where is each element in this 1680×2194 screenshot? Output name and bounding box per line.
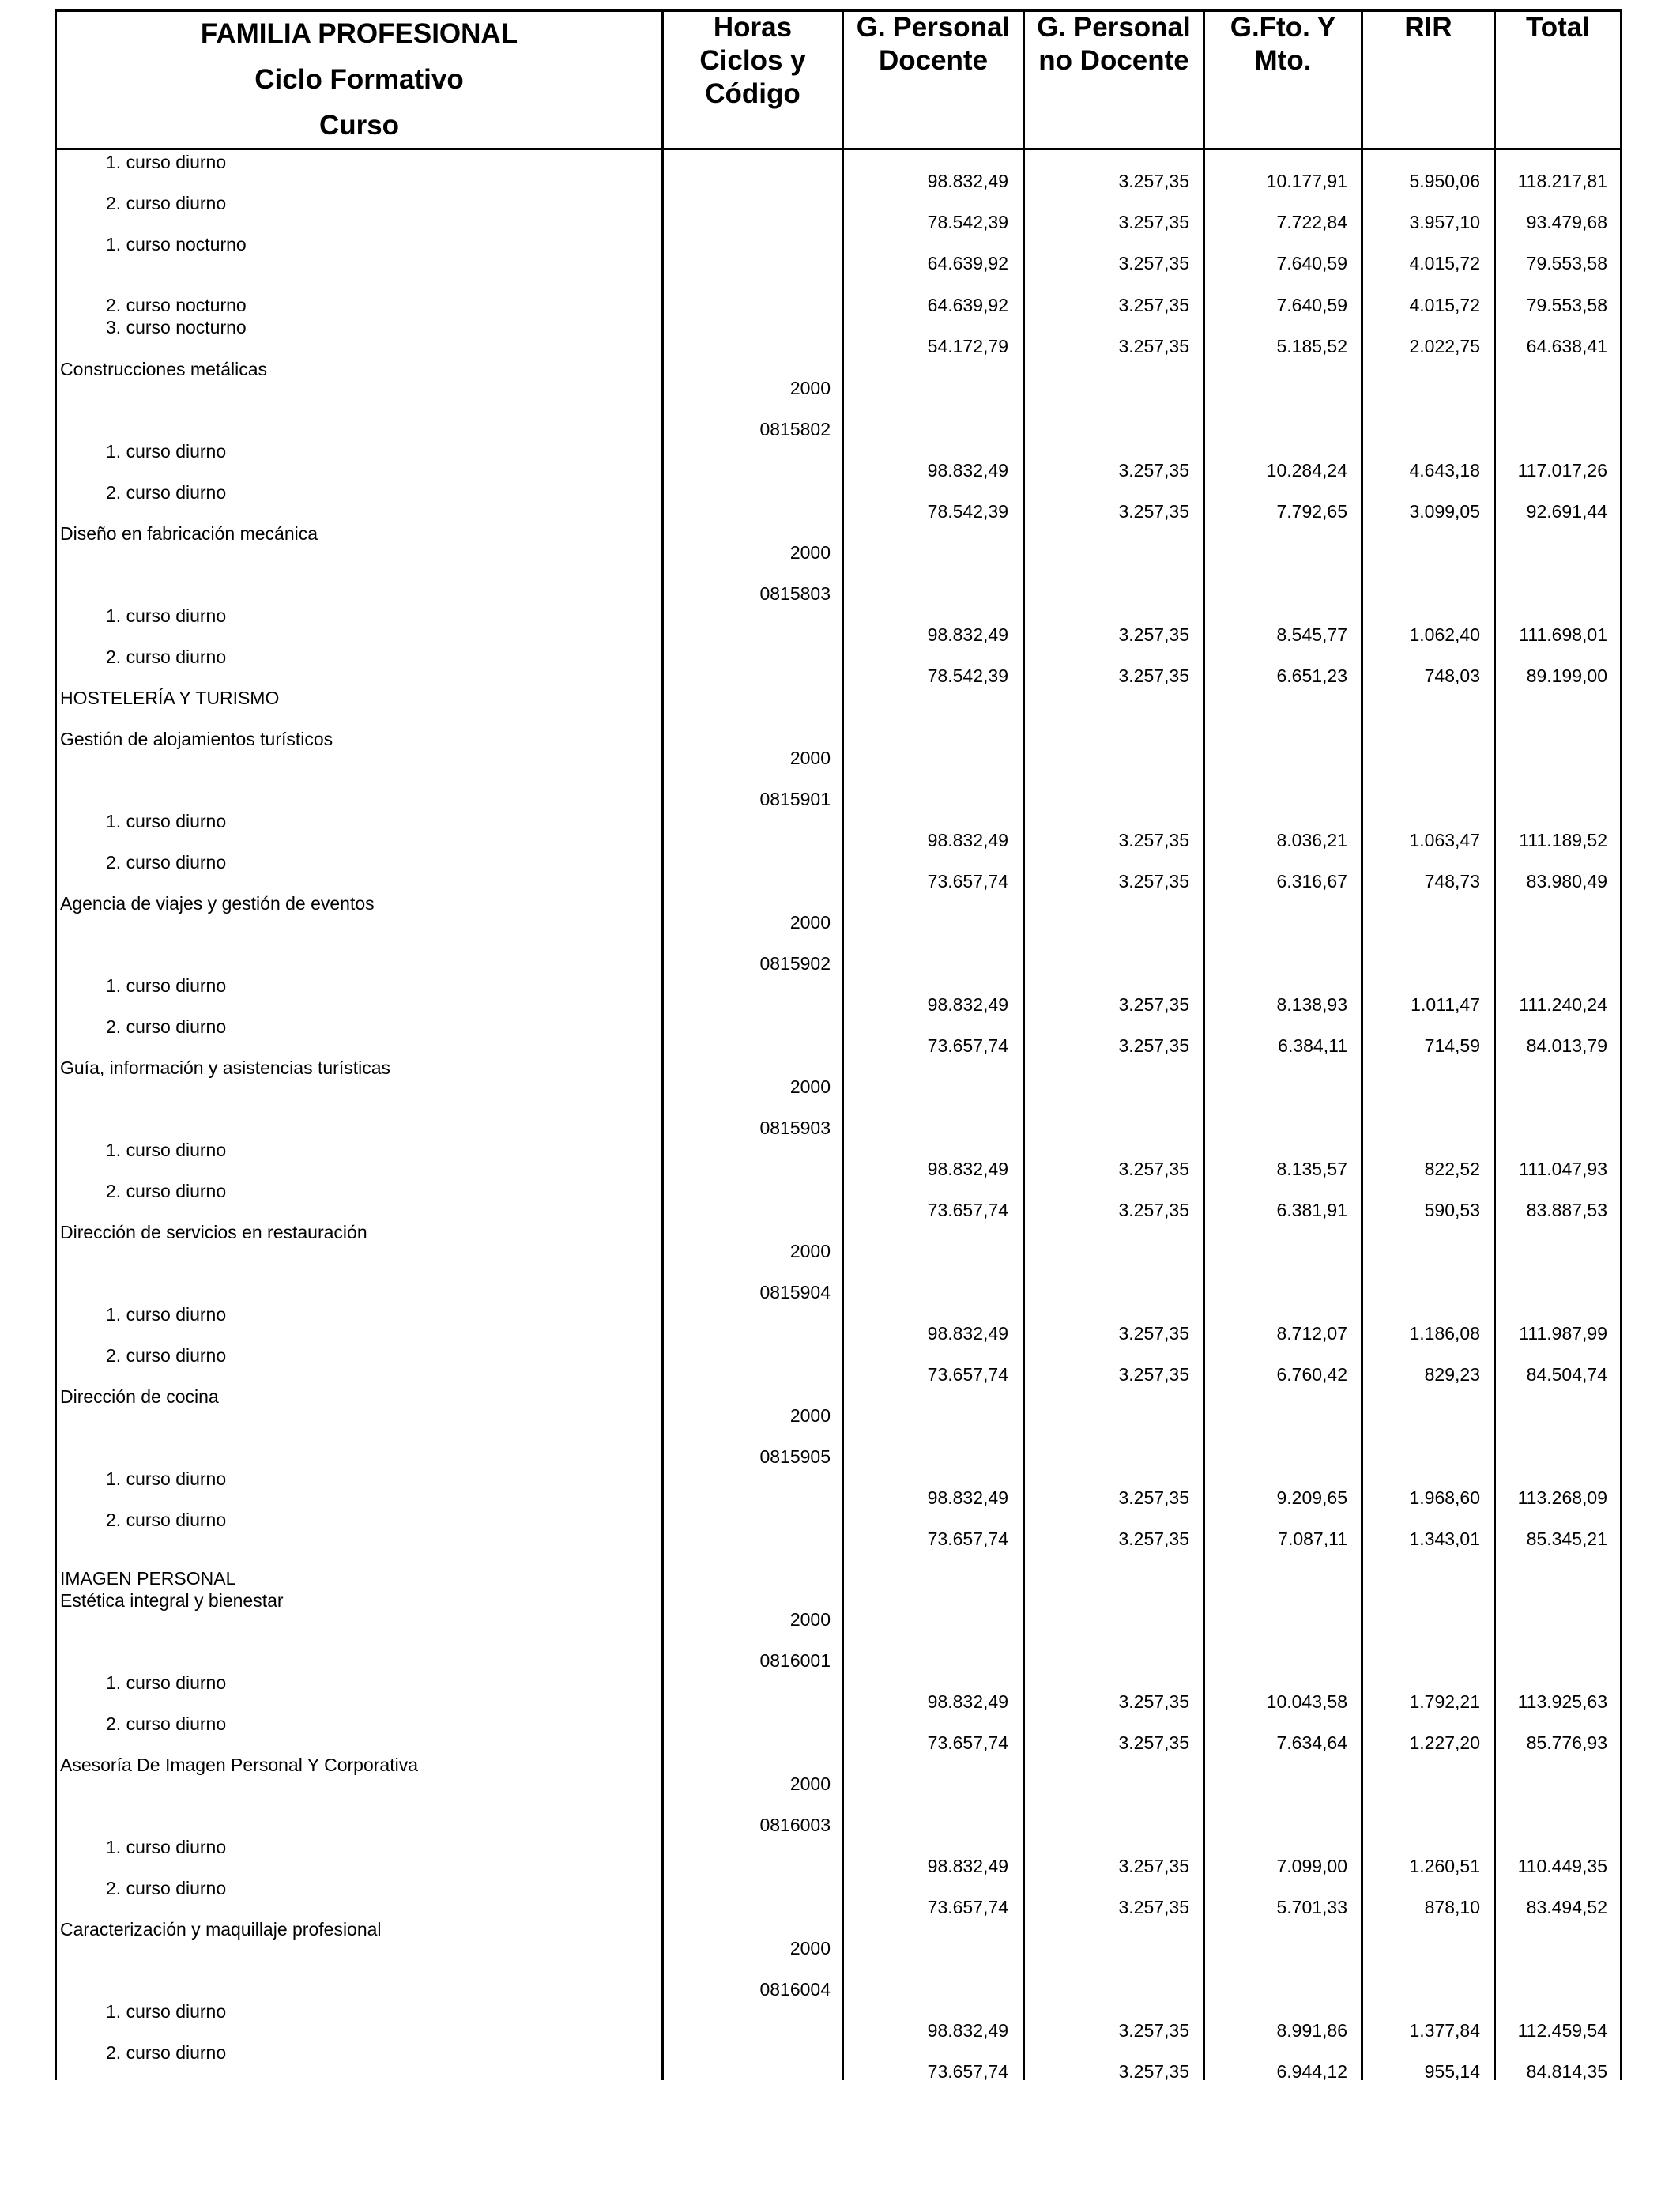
rir-value: 829,23 xyxy=(1424,1364,1480,1385)
header-line: RIR xyxy=(1404,12,1452,43)
personal-no-docente-value: 3.257,35 xyxy=(1118,336,1189,356)
personal-docente-value: 73.657,74 xyxy=(927,1200,1008,1220)
horas-value: 2000 xyxy=(789,542,831,563)
funcionamiento-value: 6.760,42 xyxy=(1276,1364,1347,1385)
funcionamiento-value: 7.087,11 xyxy=(1278,1529,1347,1549)
header-line: G.Fto. Y xyxy=(1230,12,1336,43)
curso-label: 2. curso diurno xyxy=(106,1713,227,1734)
familia-profesional-label: HOSTELERÍA Y TURISMO xyxy=(60,688,280,708)
personal-docente-value: 73.657,74 xyxy=(927,1364,1008,1385)
rir-value: 4.643,18 xyxy=(1409,460,1480,481)
personal-no-docente-value: 3.257,35 xyxy=(1118,501,1189,522)
header-line: Curso xyxy=(318,110,400,141)
rir-value: 955,14 xyxy=(1424,2061,1480,2082)
funcionamiento-value: 10.043,58 xyxy=(1266,1691,1347,1712)
total-value: 79.553,58 xyxy=(1526,253,1607,273)
personal-docente-value: 78.542,39 xyxy=(927,665,1008,686)
total-value: 85.345,21 xyxy=(1526,1529,1607,1549)
horas-value: 2000 xyxy=(789,912,831,933)
codigo-value: 0816001 xyxy=(759,1650,831,1671)
rir-value: 5.950,06 xyxy=(1409,171,1480,191)
curso-label: 1. curso diurno xyxy=(106,1468,227,1489)
curso-label: 1. curso diurno xyxy=(106,152,227,172)
total-value: 84.814,35 xyxy=(1526,2061,1607,2082)
personal-docente-value: 98.832,49 xyxy=(927,994,1008,1015)
funcionamiento-value: 6.381,91 xyxy=(1276,1200,1347,1220)
codigo-value: 0815802 xyxy=(759,419,831,439)
header-total xyxy=(1496,11,1620,44)
personal-no-docente-value: 3.257,35 xyxy=(1118,253,1189,273)
rir-value: 878,10 xyxy=(1424,1897,1480,1917)
funcionamiento-value: 5.701,33 xyxy=(1276,1897,1347,1917)
funcionamiento-value: 7.099,00 xyxy=(1276,1856,1347,1876)
personal-no-docente-value: 3.257,35 xyxy=(1118,871,1189,892)
horas-value: 2000 xyxy=(789,1609,831,1630)
header-line: no Docente xyxy=(1038,45,1189,76)
codigo-value: 0815903 xyxy=(759,1118,831,1138)
funcionamiento-value: 6.384,11 xyxy=(1278,1035,1347,1056)
header-personal-docente xyxy=(844,11,1023,77)
rir-value: 3.957,10 xyxy=(1409,212,1480,232)
ciclo-formativo-label: Agencia de viajes y gestión de eventos xyxy=(60,893,375,914)
ciclo-formativo-label: Estética integral y bienestar xyxy=(60,1590,284,1611)
personal-no-docente-value: 3.257,35 xyxy=(1118,2061,1189,2082)
header-line: Ciclos y xyxy=(699,45,806,76)
funcionamiento-value: 8.138,93 xyxy=(1276,994,1347,1015)
curso-label: 2. curso diurno xyxy=(106,482,227,503)
personal-docente-value: 98.832,49 xyxy=(927,1691,1008,1712)
funcionamiento-value: 5.185,52 xyxy=(1276,336,1347,356)
personal-no-docente-value: 3.257,35 xyxy=(1118,1856,1189,1876)
rir-value: 1.792,21 xyxy=(1409,1691,1480,1712)
personal-docente-value: 73.657,74 xyxy=(927,2061,1008,2082)
horas-value: 2000 xyxy=(789,1938,831,1958)
personal-no-docente-value: 3.257,35 xyxy=(1118,1159,1189,1179)
personal-no-docente-value: 3.257,35 xyxy=(1118,830,1189,850)
ciclo-formativo-label: Guía, información y asistencias turísticas xyxy=(60,1057,390,1078)
personal-no-docente-value: 3.257,35 xyxy=(1118,1487,1189,1508)
funcionamiento-value: 6.651,23 xyxy=(1276,665,1347,686)
funcionamiento-value: 6.316,67 xyxy=(1276,871,1347,892)
personal-docente-value: 78.542,39 xyxy=(927,501,1008,522)
curso-label: 1. curso diurno xyxy=(106,605,227,626)
funcionamiento-value: 8.545,77 xyxy=(1276,624,1347,645)
total-value: 84.013,79 xyxy=(1526,1035,1607,1056)
rir-value: 1.186,08 xyxy=(1409,1323,1480,1344)
personal-docente-value: 73.657,74 xyxy=(927,1897,1008,1917)
ciclo-formativo-label: Asesoría De Imagen Personal Y Corporativa xyxy=(60,1755,419,1775)
total-value: 89.199,00 xyxy=(1526,665,1607,686)
curso-label: 1. curso diurno xyxy=(106,1304,227,1325)
codigo-value: 0816004 xyxy=(759,1979,831,2000)
curso-label: 1. curso nocturno xyxy=(106,234,247,254)
curso-label: 1. curso diurno xyxy=(106,441,227,462)
table-border-right xyxy=(1620,9,1622,2080)
rir-value: 1.063,47 xyxy=(1409,830,1480,850)
header-rir xyxy=(1363,11,1494,44)
curso-label: 1. curso diurno xyxy=(106,1140,227,1160)
personal-docente-value: 54.172,79 xyxy=(927,336,1008,356)
curso-label: 2. curso diurno xyxy=(106,1181,227,1201)
header-line: Código xyxy=(705,78,800,109)
column-divider xyxy=(661,9,664,2080)
curso-label: 3. curso nocturno xyxy=(106,317,247,337)
rir-value: 1.227,20 xyxy=(1409,1732,1480,1753)
personal-no-docente-value: 3.257,35 xyxy=(1118,1529,1189,1549)
total-value: 85.776,93 xyxy=(1526,1732,1607,1753)
total-value: 92.691,44 xyxy=(1526,501,1607,522)
table-border-left xyxy=(55,9,57,2080)
rir-value: 4.015,72 xyxy=(1409,253,1480,273)
funcionamiento-value: 7.722,84 xyxy=(1276,212,1347,232)
personal-no-docente-value: 3.257,35 xyxy=(1118,994,1189,1015)
total-value: 83.887,53 xyxy=(1526,1200,1607,1220)
header-line: Horas xyxy=(713,12,793,43)
funcionamiento-value: 7.792,65 xyxy=(1276,501,1347,522)
horas-value: 2000 xyxy=(789,1405,831,1426)
rir-value: 1.968,60 xyxy=(1409,1487,1480,1508)
header-line: G. Personal xyxy=(856,12,1011,43)
personal-docente-value: 98.832,49 xyxy=(927,1856,1008,1876)
funcionamiento-value: 6.944,12 xyxy=(1276,2061,1347,2082)
funcionamiento-value: 8.712,07 xyxy=(1276,1323,1347,1344)
personal-docente-value: 64.639,92 xyxy=(927,295,1008,315)
total-value: 111.240,24 xyxy=(1519,994,1607,1015)
codigo-value: 0815902 xyxy=(759,953,831,974)
total-value: 111.987,99 xyxy=(1519,1323,1607,1344)
rir-value: 1.377,84 xyxy=(1409,2020,1480,2041)
personal-docente-value: 98.832,49 xyxy=(927,1159,1008,1179)
curso-label: 1. curso diurno xyxy=(106,811,227,831)
rir-value: 748,73 xyxy=(1424,871,1480,892)
horas-value: 2000 xyxy=(789,1241,831,1261)
personal-docente-value: 98.832,49 xyxy=(927,2020,1008,2041)
rir-value: 1.343,01 xyxy=(1409,1529,1480,1549)
codigo-value: 0816003 xyxy=(759,1815,831,1835)
personal-no-docente-value: 3.257,35 xyxy=(1118,1732,1189,1753)
personal-docente-value: 73.657,74 xyxy=(927,1529,1008,1549)
total-value: 110.449,35 xyxy=(1517,1856,1607,1876)
ciclo-formativo-label: Gestión de alojamientos turísticos xyxy=(60,729,333,749)
total-value: 118.217,81 xyxy=(1517,171,1607,191)
codigo-value: 0815904 xyxy=(759,1282,831,1302)
horas-value: 2000 xyxy=(789,748,831,768)
header-funcionamiento xyxy=(1205,11,1361,77)
personal-docente-value: 64.639,92 xyxy=(927,253,1008,273)
funcionamiento-value: 9.209,65 xyxy=(1276,1487,1347,1508)
rir-value: 4.015,72 xyxy=(1409,295,1480,315)
horas-value: 2000 xyxy=(789,1774,831,1794)
total-value: 83.980,49 xyxy=(1526,871,1607,892)
funcionamiento-value: 10.284,24 xyxy=(1266,460,1347,481)
personal-docente-value: 73.657,74 xyxy=(927,871,1008,892)
personal-no-docente-value: 3.257,35 xyxy=(1118,2020,1189,2041)
total-value: 111.047,93 xyxy=(1519,1159,1607,1179)
rir-value: 1.011,47 xyxy=(1411,994,1480,1015)
header-familia-profesional xyxy=(57,11,661,149)
funcionamiento-value: 8.135,57 xyxy=(1276,1159,1347,1179)
codigo-value: 0815905 xyxy=(759,1446,831,1467)
ciclo-formativo-label: Diseño en fabricación mecánica xyxy=(60,523,318,544)
rir-value: 822,52 xyxy=(1424,1159,1480,1179)
funcionamiento-value: 8.991,86 xyxy=(1276,2020,1347,2041)
curso-label: 2. curso diurno xyxy=(106,852,227,873)
curso-label: 1. curso diurno xyxy=(106,1672,227,1693)
curso-label: 1. curso diurno xyxy=(106,1837,227,1857)
curso-label: 2. curso diurno xyxy=(106,1878,227,1898)
personal-no-docente-value: 3.257,35 xyxy=(1118,665,1189,686)
funcionamiento-value: 8.036,21 xyxy=(1276,830,1347,850)
rir-value: 748,03 xyxy=(1424,665,1480,686)
header-horas xyxy=(664,11,842,111)
horas-value: 2000 xyxy=(789,1076,831,1097)
rir-value: 2.022,75 xyxy=(1409,336,1480,356)
personal-docente-value: 73.657,74 xyxy=(927,1035,1008,1056)
rir-value: 590,53 xyxy=(1424,1200,1480,1220)
funcionamiento-value: 10.177,91 xyxy=(1266,171,1347,191)
total-value: 84.504,74 xyxy=(1526,1364,1607,1385)
total-value: 64.638,41 xyxy=(1526,336,1607,356)
curso-label: 2. curso diurno xyxy=(106,1510,227,1530)
curso-label: 1. curso diurno xyxy=(106,975,227,996)
personal-docente-value: 98.832,49 xyxy=(927,1487,1008,1508)
personal-docente-value: 98.832,49 xyxy=(927,460,1008,481)
curso-label: 2. curso diurno xyxy=(106,647,227,667)
funcionamiento-value: 7.640,59 xyxy=(1276,253,1347,273)
personal-no-docente-value: 3.257,35 xyxy=(1118,460,1189,481)
personal-no-docente-value: 3.257,35 xyxy=(1118,1691,1189,1712)
curso-label: 2. curso diurno xyxy=(106,1016,227,1037)
personal-no-docente-value: 3.257,35 xyxy=(1118,295,1189,315)
personal-docente-value: 98.832,49 xyxy=(927,830,1008,850)
codigo-value: 0815901 xyxy=(759,789,831,809)
curso-label: 1. curso diurno xyxy=(106,2001,227,2022)
personal-no-docente-value: 3.257,35 xyxy=(1118,624,1189,645)
personal-docente-value: 98.832,49 xyxy=(927,1323,1008,1344)
header-line: FAMILIA PROFESIONAL xyxy=(200,18,518,49)
rir-value: 1.062,40 xyxy=(1409,624,1480,645)
total-value: 112.459,54 xyxy=(1517,2020,1607,2041)
personal-no-docente-value: 3.257,35 xyxy=(1118,212,1189,232)
total-value: 111.698,01 xyxy=(1519,624,1607,645)
header-line: Mto. xyxy=(1254,45,1312,76)
personal-docente-value: 98.832,49 xyxy=(927,171,1008,191)
ciclo-formativo-label: Construcciones metálicas xyxy=(60,359,268,379)
personal-docente-value: 73.657,74 xyxy=(927,1732,1008,1753)
total-value: 113.268,09 xyxy=(1517,1487,1607,1508)
curso-label: 2. curso diurno xyxy=(106,1345,227,1366)
header-line: Docente xyxy=(878,45,989,76)
ciclo-formativo-label: Dirección de cocina xyxy=(60,1386,219,1407)
codigo-value: 0815803 xyxy=(759,583,831,604)
curso-label: 2. curso diurno xyxy=(106,2042,227,2063)
curso-label: 2. curso diurno xyxy=(106,193,227,213)
rir-value: 3.099,05 xyxy=(1409,501,1480,522)
personal-no-docente-value: 3.257,35 xyxy=(1118,1364,1189,1385)
funcionamiento-value: 7.640,59 xyxy=(1276,295,1347,315)
total-value: 83.494,52 xyxy=(1526,1897,1607,1917)
total-value: 79.553,58 xyxy=(1526,295,1607,315)
total-value: 113.925,63 xyxy=(1517,1691,1607,1712)
header-line: G. Personal xyxy=(1037,12,1191,43)
funcionamiento-value: 7.634,64 xyxy=(1276,1732,1347,1753)
ciclo-formativo-label: Caracterización y maquillaje profesional xyxy=(60,1919,382,1940)
familia-profesional-label: IMAGEN PERSONAL xyxy=(60,1568,236,1589)
horas-value: 2000 xyxy=(789,378,831,398)
rir-value: 1.260,51 xyxy=(1409,1856,1480,1876)
total-value: 117.017,26 xyxy=(1517,460,1607,481)
personal-no-docente-value: 3.257,35 xyxy=(1118,1897,1189,1917)
personal-no-docente-value: 3.257,35 xyxy=(1118,1035,1189,1056)
personal-no-docente-value: 3.257,35 xyxy=(1118,1323,1189,1344)
total-value: 93.479,68 xyxy=(1526,212,1607,232)
total-value: 111.189,52 xyxy=(1519,830,1607,850)
curso-label: 2. curso nocturno xyxy=(106,295,247,315)
header-personal-no-docente xyxy=(1025,11,1203,77)
header-line: Ciclo Formativo xyxy=(254,64,464,95)
personal-no-docente-value: 3.257,35 xyxy=(1118,171,1189,191)
header-line: Total xyxy=(1525,12,1590,43)
rir-value: 714,59 xyxy=(1424,1035,1480,1056)
personal-docente-value: 98.832,49 xyxy=(927,624,1008,645)
ciclo-formativo-label: Dirección de servicios en restauración xyxy=(60,1222,367,1242)
personal-no-docente-value: 3.257,35 xyxy=(1118,1200,1189,1220)
personal-docente-value: 78.542,39 xyxy=(927,212,1008,232)
